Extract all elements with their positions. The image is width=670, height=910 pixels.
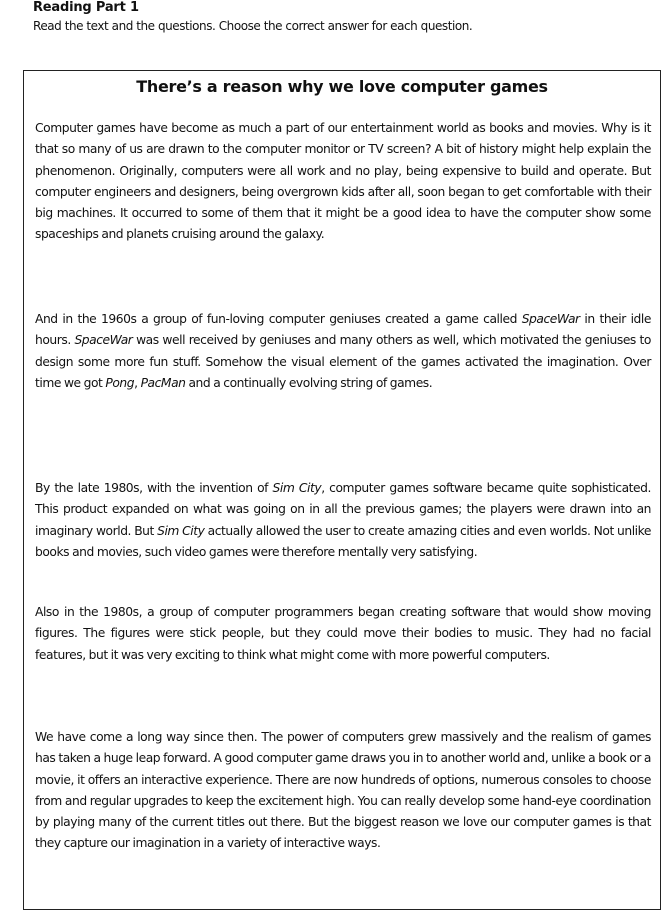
section-heading: Reading Part 1	[33, 0, 139, 15]
game-title-sim-city: Sim City	[272, 481, 322, 495]
paragraph-text: was well received by geniuses and many others as well, which motivated the geniuses to design some more fun stuff. Somehow the visual element of the games activated the imagination. Over time we got	[35, 333, 651, 390]
article-paragraph-3	[35, 478, 651, 563]
article-paragraph-4: Also in the 1980s, a group of computer programmers began creating software that would show moving figures. The figures were stick people, but they could move their bodies to music. They had no facial features, but it was very exciting to think what might come with more powerful computers.	[35, 605, 651, 662]
paragraph-text: And in the 1960s a group of fun-loving computer geniuses created a game called	[35, 312, 522, 326]
game-title-pacman: PacMan	[140, 375, 186, 390]
paragraph-text: , computer games software became quite sophisticated. This product expanded on what was going on in all the previous games; the players were drawn into an imaginary world. But	[35, 481, 651, 538]
paragraph-text: in their idle hours.	[35, 312, 651, 348]
game-title-spacewar: SpaceWar	[521, 312, 580, 326]
instructions-text: Read the text and the questions. Choose the correct answer for each question.	[33, 19, 473, 33]
article-paragraph-2	[35, 309, 651, 394]
paragraph-text: actually allowed the user to create amazing cities and even worlds. Not unlike books and movies, such video games were therefore mentally very satisfying.	[35, 523, 651, 559]
article-paragraph-5: We have come a long way since then. The power of computers grew massively and the realism of games has taken a huge leap forward. A good computer game draws you in to another world and, unlike a book or a movie, it offers an interactive experience. There are now hundreds of options, numerous consoles to choose from and regular upgrades to keep the excitement high. You can really develop some hand-eye coordination by playing many of the current titles out there. But the biggest reason we love our computer games is that they capture our imagination in a variety of interactive ways.	[35, 730, 651, 851]
article-title: There’s a reason why we love computer games	[136, 77, 548, 96]
paragraph-text: ,	[134, 375, 141, 390]
paragraph-text: and a continually evolving string of games.	[185, 375, 433, 390]
game-title-spacewar: SpaceWar	[74, 333, 133, 348]
paragraph-text: By the late 1980s, with the invention of	[35, 481, 273, 495]
article-paragraph-1: Computer games have become as much a part of our entertainment world as books and movies. Why is it that so many of us are drawn to the computer monitor or TV screen? A bit of history might help explain the phenomenon. Originally, computers were all work and no play, being expensive to build and operate. But computer engineers and designers, being overgrown kids after all, soon began to get comfortable with their big machines. It occurred to some of them that it might be a good idea to have the computer show some spaceships and planets cruising around the galaxy.	[35, 121, 651, 242]
article-box	[23, 70, 661, 910]
game-title-pong: Pong	[105, 375, 135, 390]
game-title-sim-city: Sim City	[157, 523, 205, 538]
